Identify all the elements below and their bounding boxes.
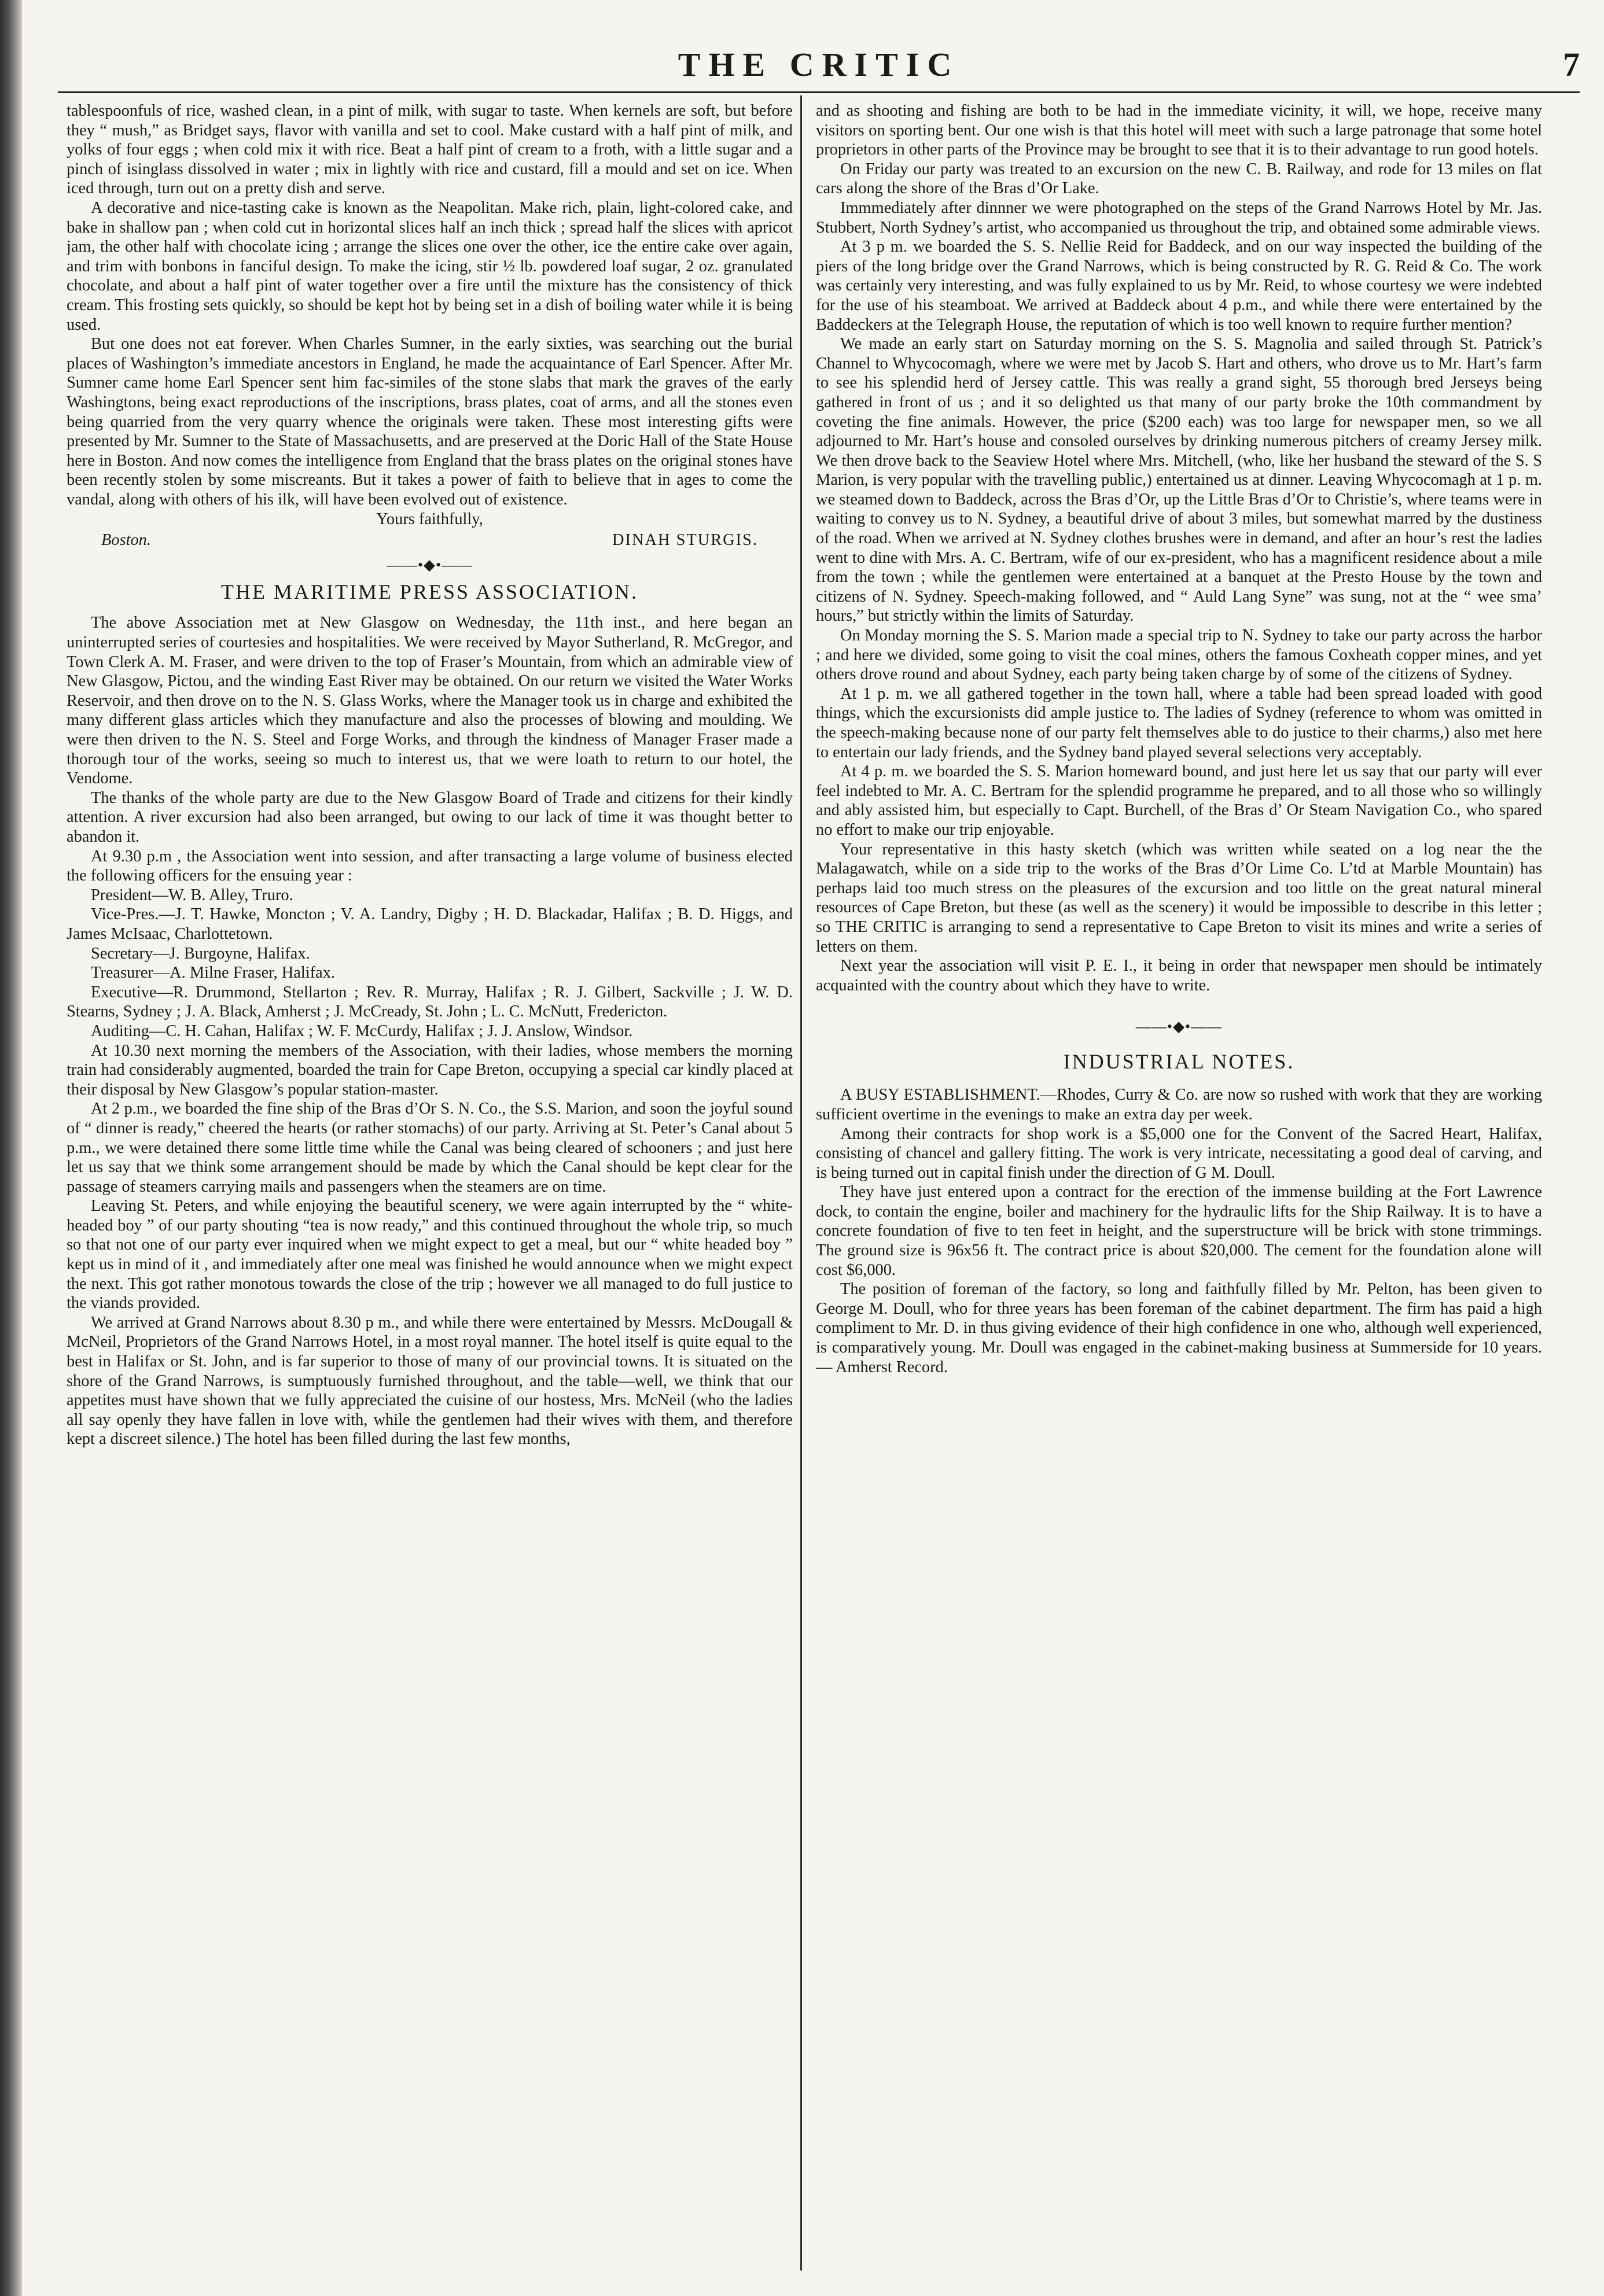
article-paragraph: On Friday our party was treated to an excursion on the new C. B. Railway, and rode for 13 miles on flat cars along the shore of the Bras d’Or Lake. bbox=[816, 160, 1542, 198]
officer-entry: Treasurer—A. Milne Fraser, Halifax. bbox=[91, 964, 335, 982]
article-paragraph: At 10.30 next morning the members of the Association, with their ladies, whose members the morning train had considerably augmented, boarded the train for Cape Breton, occupying a special car kindly placed at their disposal by New Glasgow’s popular station-master. bbox=[67, 1041, 793, 1099]
section-title-industrial-notes: INDUSTRIAL NOTES. bbox=[1063, 1050, 1295, 1074]
article-paragraph: A BUSY ESTABLISHMENT.—Rhodes, Curry & Co. are now so rushed with work that they are working sufficient overtime in the evenings to make an extra day per week. bbox=[816, 1086, 1542, 1123]
left-column bbox=[67, 101, 793, 2276]
letter-signature bbox=[67, 530, 793, 551]
article-paragraph: At 1 p. m. we all gathered together in the town hall, where a table had been spread loaded with good things, which the excursionists did ample justice to. The ladies of Sydney (reference to whom was omitted in the speech-making because none of our party felt themselves able to do justice to their charms,) also met here to entertain our lady friends, and the Sydney band played several selections very acceptably. bbox=[816, 684, 1542, 761]
officer-entry: Secretary—J. Burgoyne, Halifax. bbox=[91, 944, 310, 963]
article-paragraph: Your representative in this hasty sketch (which was written while seated on a log near the the Malagawatch, while on a side trip to the works of the Bras d’Or Lime Co. L’td at Marble Mountain) has perhaps laid too much stress on the pleasures of the excursion and too little on the great natural mineral resources of Cape Breton, but these (as well as the scenery) it would be impossible to describe in this letter ; so THE CRITIC is arranging to send a representative to Cape Breton to visit its mines and write a series of letters on them. bbox=[816, 840, 1542, 956]
page-binding-edge bbox=[0, 0, 22, 2296]
article-paragraph: Next year the association will visit P. E. I., it being in order that newspaper men should be intimately acquainted with the country about which they have to write. bbox=[816, 957, 1542, 994]
signature-author: DINAH STURGIS. bbox=[612, 531, 758, 550]
article-paragraph: At 2 p.m., we boarded the fine ship of the Bras d’Or S. N. Co., the S.S. Marion, and soon the joyful sound of “ dinner is ready,” cheered the hearts (or rather stomachs) of our party. Arriving at St. Peter’s Canal about 5 p.m., we were detained there some little time while the Canal was being cleared of schooners ; and just here let us say that we think some arrangement should be made by which the Canal should be kept clear for the passage of steamers carrying mails and passengers when the steamers are on time. bbox=[67, 1100, 793, 1196]
letter-closing: Yours faithfully, bbox=[376, 510, 483, 529]
section-title-press-association: THE MARITIME PRESS ASSOCIATION. bbox=[220, 580, 639, 604]
officer-entry: Executive—R. Drummond, Stellarton ; Rev. R. Murray, Halifax ; R. J. Gilbert, Sackville ; J. W. D. Stearns, Sydney ; J. A. Black, Amherst ; J. McCready, St. John ; L. C. McNutt, Fredericton. bbox=[67, 983, 793, 1021]
article-paragraph: Among their contracts for shop work is a $5,000 one for the Convent of the Sacred Heart, Halifax, consisting of chancel and gallery fitting. The work is very intricate, necessitating a good deal of carving, and is being turned out in capital finish under the direction of G M. Doull. bbox=[816, 1125, 1542, 1182]
page-header bbox=[58, 45, 1580, 91]
right-column bbox=[816, 101, 1542, 2276]
signature-city: Boston. bbox=[101, 531, 151, 550]
article-paragraph: A decorative and nice-tasting cake is known as the Neapolitan. Make rich, plain, light-colored cake, and bake in shallow pan ; when cold cut in horizontal slices half an inch thick ; spread half the slices with apricot jam, the other half with chocolate icing ; arrange the slices one over the other, ice the entire cake over again, and trim with bonbons in fanciful design. To make the icing, stir ½ lb. powdered loaf sugar, 2 oz. granulated chocolate, and about a half pint of water together over a fire until the mixture has the consistency of thick cream. This frosting sets quickly, so should be kept hot by being set in a dish of boiling water while it is being used. bbox=[67, 198, 793, 334]
newspaper-title: THE CRITIC bbox=[678, 46, 960, 83]
officer-entry: Vice-Pres.—J. T. Hawke, Moncton ; V. A. Landry, Digby ; H. D. Blackadar, Halifax ; B. D. Higgs, and James McIsaac, Charlottetown. bbox=[67, 905, 793, 943]
article-paragraph: They have just entered upon a contract for the erection of the immense building at the Fort Lawrence dock, to contain the engine, boiler and machinery for the hydraulic lifts for the Ship Railway. It is to have a concrete foundation of five to ten feet in height, and the superstructure will be brick with stone trimmings. The ground size is 96x56 ft. The contract price is about $20,000. The cement for the foundation alone will cost $6,000. bbox=[816, 1183, 1542, 1279]
section-ornament: ——•◆•—— bbox=[1135, 1018, 1223, 1035]
article-paragraph: We made an early start on Saturday morning on the S. S. Magnolia and sailed through St. Patrick’s Channel to Whycocomagh, where we were met by Jacob S. Hart and others, who drove us to Mr. Hart’s farm to see his splendid herd of Jersey cattle. This was really a grand sight, 55 thorough bred Jerseys being gathered in front of us ; and it so delighted us that many of our party broke the 10th commandment by coveting the fine animals. However, the price ($200 each) was too large for newspaper men, so we all adjourned to Mr. Hart’s house and consoled ourselves by drinking numerous pitchers of creamy Jersey milk. We then drove back to the Seaview Hotel where Mrs. Mitchell, (who, like her husband the steward of the S. S Marion, is very popular with the travelling public,) entertained us at dinner. Leaving Whycocomagh at 1 p. m. we steamed down to Baddeck, across the Bras d’Or, up the Little Bras d’Or to Christie’s, where teams were in waiting to convey us to N. Sydney, a beautiful drive of about 3 miles, but somewhat marred by the dustiness of the road. When we arrived at N. Sydney clothes brushes were in demand, and after an hour’s rest the ladies went to dine with Mrs. A. C. Bertram, wife of our ex-president, who has a magnificent residence about a mile from the town ; while the gentlemen were entertained at a banquet at the Presto House by the town and citizens of N. Sydney. Speech-making followed, and “ Auld Lang Syne” was sung, not at the “ wee sma’ hours,” but strictly within the limits of Saturday. bbox=[816, 335, 1542, 625]
section-ornament: ——•◆•—— bbox=[386, 557, 473, 574]
officer-entry: President—W. B. Alley, Truro. bbox=[91, 886, 293, 904]
article-paragraph: But one does not eat forever. When Charles Sumner, in the early sixties, was searching out the burial places of Washington’s immediate ancestors in England, he made the acquaintance of Earl Spencer. After Mr. Sumner came home Earl Spencer sent him fac-similes of the stone slabs that mark the graves of the early Washingtons, being exact reproductions of the inscriptions, brass plates, coat of arms, and all the stones even being quarried from the very quarry whence the originals were taken. These most interesting gifts were presented by Mr. Sumner to the State of Massachusetts, and are preserved at the Doric Hall of the State House here in Boston. And now comes the intelligence from England that the brass plates on the original stones have been recently stolen by some miscreants. But it takes a power of faith to believe that in ages to come the vandal, along with others of his ilk, will have been evolved out of existence. bbox=[67, 335, 793, 508]
header-rule bbox=[58, 91, 1580, 93]
article-paragraph: tablespoonfuls of rice, washed clean, in a pint of milk, with sugar to taste. When kernels are soft, but before they “ mush,” as Bridget says, flavor with vanilla and set to cool. Make custard with a half pint of milk, and yolks of four eggs ; when cold mix it with rice. Beat a half pint of cream to a froth, with a little sugar and a pinch of isinglass dissolved in water ; mix in lightly with rice and custard, fill a mould and set on ice. When iced through, turn out on a pretty dish and serve. bbox=[67, 102, 793, 198]
article-paragraph: At 4 p. m. we boarded the S. S. Marion homeward bound, and just here let us say that our party will ever feel indebted to Mr. A. C. Bertram for the splendid programme he prepared, and to all those who so willingly and ably assisted him, but especially to Capt. Burchell, of the Bras d’ Or Steam Navigation Co., who spared no effort to make our trip enjoyable. bbox=[816, 762, 1542, 839]
article-paragraph: The above Association met at New Glasgow on Wednesday, the 11th inst., and here began an uninterrupted series of courtesies and hospitalities. We were received by Mayor Sutherland, R. McGregor, and Town Clerk A. M. Fraser, and were driven to the top of Fraser’s Mountain, from which an admirable view of New Glasgow, Pictou, and the winding East River may be obtained. On our return we visited the Water Works Reservoir, and then drove on to the N. S. Glass Works, where the Manager took us in charge and exhibited the many different glass articles which they manufacture and also the processes of blowing and moulding. We were then driven to the N. S. Steel and Forge Works, and through the kindness of Manager Fraser made a thorough tour of the works, seeing so much to interest us, that we were loath to return to our hotel, the Vendome. bbox=[67, 614, 793, 788]
article-paragraph: At 3 p m. we boarded the S. S. Nellie Reid for Baddeck, and on our way inspected the building of the piers of the long bridge over the Grand Narrows, which is being constructed by R. G. Reid & Co. The work was certainly very interesting, and was fully explained to us by Mr. Reid, to whose courtesy we were indebted for the use of his steamboat. We arrived at Baddeck about 4 p.m., and while there were entertained by the Baddeckers at the Telegraph House, the reputation of which is too well known to require further mention? bbox=[816, 238, 1542, 334]
column-divider bbox=[800, 95, 802, 2271]
article-paragraph: We arrived at Grand Narrows about 8.30 p m., and while there were entertained by Messrs. McDougall & McNeil, Proprietors of the Grand Narrows Hotel, in a most royal manner. The hotel itself is quite equal to the best in Halifax or St. John, and is far superior to those of many of our provincial towns. It is situated on the shore of the Grand Narrows, is sumptuously furnished throughout, and the table—well, we think that our appetites must have shown that we fully appreciated the cuisine of our hostess, Mrs. McNeil (who the ladies all say openly they have fallen in love with, while the gentlemen had their wives with them, and therefore kept a discreet silence.) The hotel has been filled during the last few months, bbox=[67, 1313, 793, 1449]
article-paragraph: On Monday morning the S. S. Marion made a special trip to N. Sydney to take our party across the harbor ; and here we divided, some going to visit the coal mines, others the famous Coxheath copper mines, and yet others drove round and about Sydney, each party being taken charge by of some of the citizens of Sydney. bbox=[816, 626, 1542, 684]
article-paragraph: The position of foreman of the factory, so long and faithfully filled by Mr. Pelton, has been given to George M. Doull, who for three years has been foreman of the cabinet department. The firm has paid a high compliment to Mr. D. in thus giving evidence of their high confidence in one who, although well experienced, is comparatively young. Mr. Doull was engaged in the cabinet-making business at Summerside for 10 years. — Amherst Record. bbox=[816, 1280, 1542, 1376]
article-paragraph: The thanks of the whole party are due to the New Glasgow Board of Trade and citizens for their kindly attention. A river excursion had also been arranged, but owing to our lack of time it was thought better to abandon it. bbox=[67, 788, 793, 846]
article-paragraph: At 9.30 p.m , the Association went into session, and after transacting a large volume of business elected the following officers for the ensuing year : bbox=[67, 847, 793, 885]
article-paragraph: Immmediately after dinnner we were photographed on the steps of the Grand Narrows Hotel by Mr. Jas. Stubbert, North Sydney’s artist, who accompanied us throughout the trip, and obtained some admirable views. bbox=[816, 198, 1542, 237]
article-paragraph: and as shooting and fishing are both to be had in the immediate vicinity, it will, we hope, receive many visitors on sporting bent. Our one wish is that this hotel will meet with such a large patronage that some hotel proprietors in other parts of the Province may be brought to see that it is to their advantage to run good hotels. bbox=[816, 102, 1542, 159]
page-number: 7 bbox=[1563, 46, 1580, 83]
article-paragraph: Leaving St. Peters, and while enjoying the beautiful scenery, we were again interrupted by the “ white-headed boy ” of our party shouting “tea is now ready,” and this continued throughout the whole trip, so much so that not one of our party ever inquired when we might expect to get a meal, but our “ white headed boy ” kept us in mind of it , and immediately after one meal was finished he would announce when we might expect the next. This got rather monotous towards the close of the trip ; however we all managed to do full justice to the viands provided. bbox=[67, 1197, 793, 1313]
officer-entry: Auditing—C. H. Cahan, Halifax ; W. F. McCurdy, Halifax ; J. J. Anslow, Windsor. bbox=[91, 1022, 633, 1040]
